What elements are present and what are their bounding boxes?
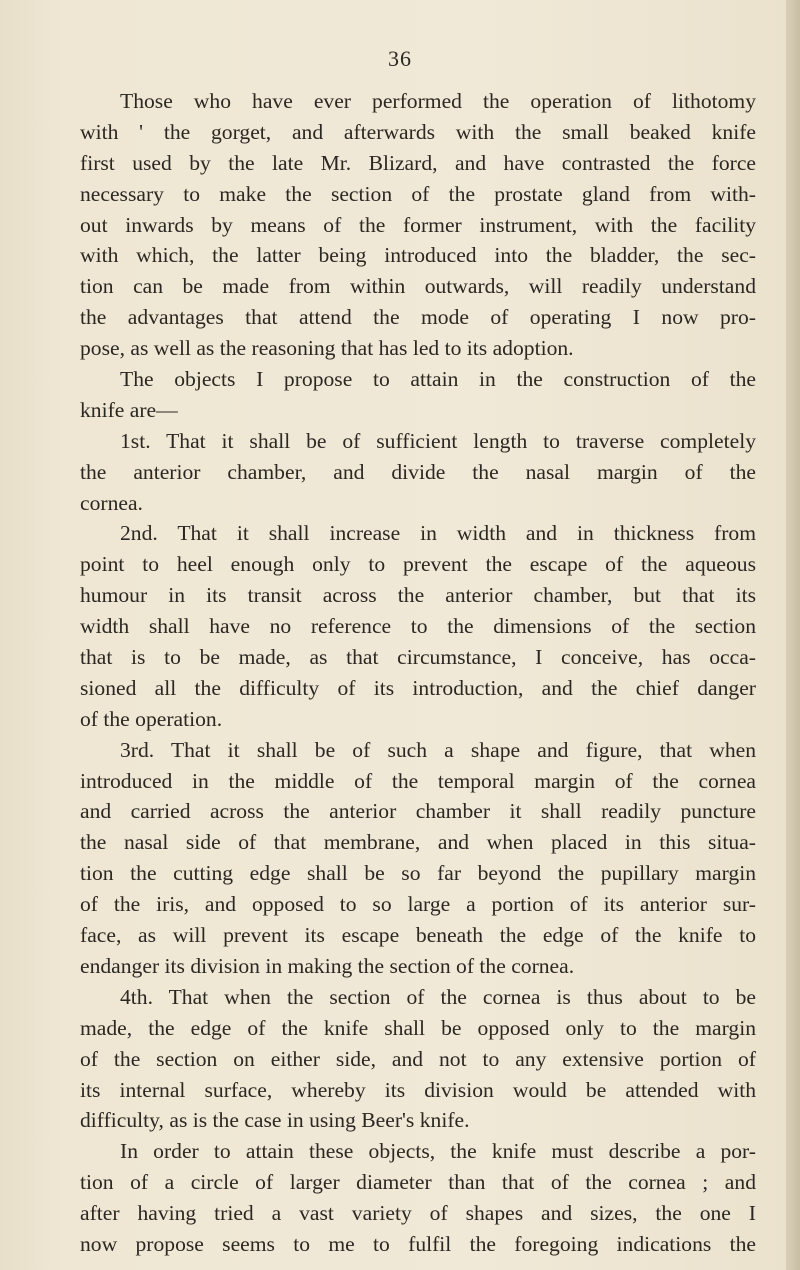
text-line: and carried across the anterior chamber it shall readily puncture	[80, 799, 756, 824]
text-line: humour in its transit across the anterior chamber, but that its	[80, 583, 756, 608]
text-line: made, the edge of the knife shall be opposed only to the margin	[80, 1015, 756, 1040]
text-line: 3rd. That it shall be of such a shape and figure, that when	[120, 737, 756, 762]
text-line: 1st. That it shall be of sufficient length to traverse completely	[120, 428, 756, 453]
text-line: 2nd. That it shall increase in width and in thickness from	[120, 521, 756, 546]
text-line: the advantages that attend the mode of operating I now pro-	[80, 305, 756, 330]
text-line: of the section on either side, and not to any extensive portion of	[80, 1046, 756, 1071]
text-line: its internal surface, whereby its division would be attended with	[80, 1077, 756, 1102]
body-text	[80, 86, 756, 1260]
text-line: with which, the latter being introduced into the bladder, the sec-	[80, 243, 756, 268]
text-line: cornea.	[80, 490, 143, 515]
text-line: now propose seems to me to fulfil the foregoing indications the	[80, 1231, 756, 1256]
text-line: Those who have ever performed the operation of lithotomy	[120, 89, 756, 113]
text-line: after having tried a vast variety of shapes and sizes, the one I	[80, 1201, 756, 1226]
text-line: pose, as well as the reasoning that has led to its adoption.	[80, 336, 574, 361]
page-edge	[786, 0, 800, 1270]
text-line: that is to be made, as that circumstance, I conceive, has occa-	[80, 645, 756, 670]
text-line: endanger its division in making the section of the cornea.	[80, 953, 575, 978]
text-line: knife are—	[80, 397, 178, 422]
text-line: tion of a circle of larger diameter than that of the cornea ; and	[80, 1170, 756, 1195]
text-line: necessary to make the section of the prostate gland from with-	[80, 181, 756, 206]
page-number: 36	[388, 46, 412, 71]
text-line: point to heel enough only to prevent the escape of the aqueous	[80, 552, 756, 577]
text-line: face, as will prevent its escape beneath the edge of the knife to	[80, 923, 756, 948]
text-line: of the iris, and opposed to so large a portion of its anterior sur-	[80, 892, 756, 917]
text-line: the nasal side of that membrane, and when placed in this situa-	[80, 830, 756, 855]
text-line: 4th. That when the section of the cornea is thus about to be	[120, 984, 756, 1009]
text-line: tion the cutting edge shall be so far beyond the pupillary margin	[80, 861, 756, 886]
text-line: introduced in the middle of the temporal margin of the cornea	[80, 768, 756, 793]
text-line: with ' the gorget, and afterwards with the small beaked knife	[80, 119, 756, 144]
text-line: the anterior chamber, and divide the nasal margin of the	[80, 459, 756, 484]
text-line: sioned all the difficulty of its introduction, and the chief danger	[80, 675, 756, 700]
text-line: first used by the late Mr. Blizard, and have contrasted the force	[80, 150, 756, 175]
text-line: out inwards by means of the former instrument, with the facility	[80, 212, 756, 237]
text-line: difficulty, as is the case in using Beer's knife.	[80, 1108, 470, 1133]
text-line: tion can be made from within outwards, will readily understand	[80, 274, 756, 299]
text-line: The objects I propose to attain in the construction of the	[120, 367, 756, 392]
text-line: of the operation.	[80, 706, 223, 731]
text-line: width shall have no reference to the dimensions of the section	[80, 614, 756, 639]
text-line: In order to attain these objects, the knife must describe a por-	[120, 1139, 756, 1164]
